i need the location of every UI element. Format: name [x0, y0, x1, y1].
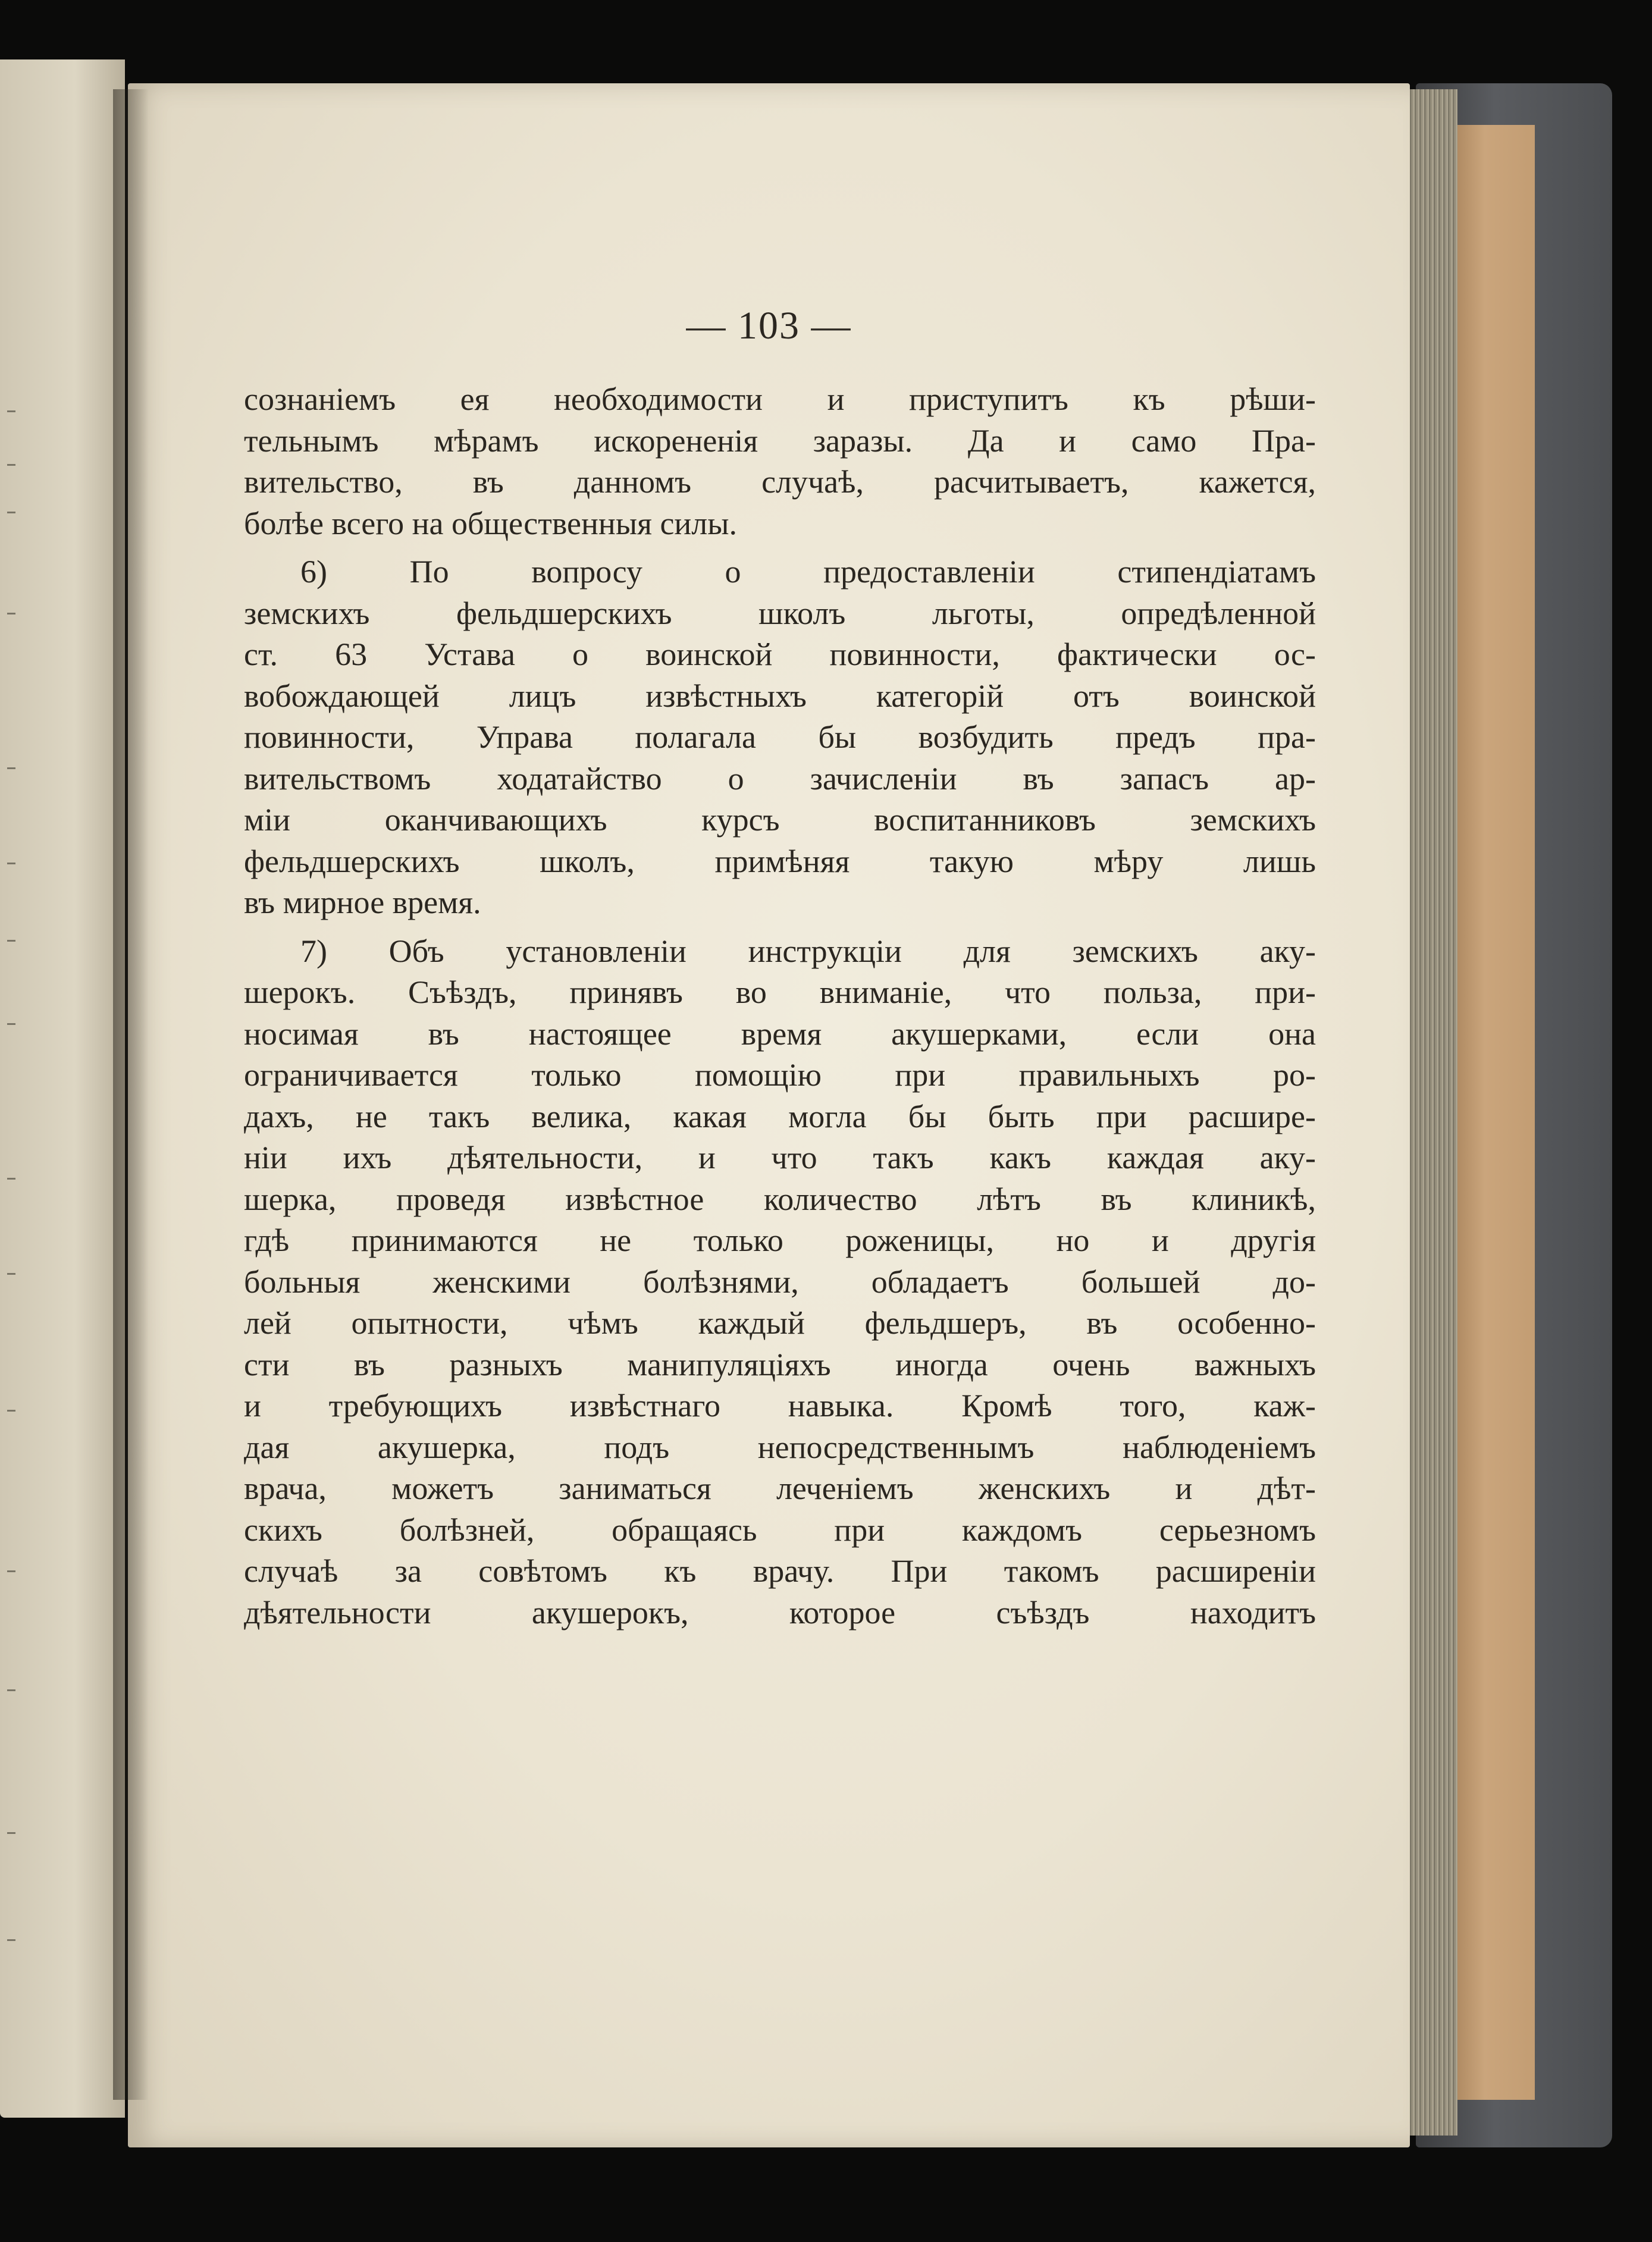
- text-line: ограничивается только помощію при правильныхъ ро-: [244, 1057, 1316, 1093]
- bleed-mark: [7, 1178, 15, 1180]
- text-line: болѣе всего на общественныя силы.: [244, 505, 738, 541]
- text-line: носимая въ настоящее время акушерками, если она: [244, 1015, 1316, 1052]
- text-line: фельдшерскихъ школъ, примѣняя такую мѣру лишь: [244, 843, 1316, 879]
- text-line: въ мирное время.: [244, 885, 481, 920]
- text-line: врача, можетъ заниматься леченіемъ женскихъ и дѣт-: [244, 1470, 1316, 1506]
- text-line: скихъ болѣзней, обращаясь при каждомъ серьезномъ: [244, 1512, 1316, 1548]
- text-line: случаѣ за совѣтомъ къ врачу. При такомъ расширеніи: [244, 1553, 1316, 1589]
- bleed-mark: [7, 410, 15, 412]
- text-line: лей опытности, чѣмъ каждый фельдшеръ, въ особенно-: [244, 1305, 1316, 1341]
- text-line: земскихъ фельдшерскихъ школъ льготы, опредѣленной: [244, 595, 1316, 631]
- text-line: и требующихъ извѣстнаго навыка. Кромѣ того, каж-: [244, 1388, 1316, 1423]
- paragraph-6-start: 6) По вопросу о предоставленіи стипендіатамъ: [300, 554, 1316, 589]
- bleed-mark: [7, 1832, 15, 1834]
- bleed-mark: [7, 863, 15, 864]
- text-line: шерокъ. Съѣздъ, принявъ во вниманіе, что польза, при-: [244, 974, 1316, 1010]
- text-line: вительство, въ данномъ случаѣ, расчитываетъ, кажется,: [244, 464, 1316, 500]
- bleed-mark: [7, 1273, 15, 1275]
- text-line: ніи ихъ дѣятельности, и что такъ какъ каждая аку-: [244, 1140, 1316, 1175]
- text-line: сознаніемъ ея необходимости и приступитъ къ рѣши-: [244, 381, 1316, 417]
- body-text: [244, 379, 1316, 1633]
- text-line: тельнымъ мѣрамъ искорененія заразы. Да и само Пра-: [244, 422, 1316, 459]
- text-line: дая акушерка, подъ непосредственнымъ наблюденіемъ: [244, 1429, 1316, 1465]
- bleed-mark: [7, 1023, 15, 1025]
- bleed-mark: [7, 512, 15, 513]
- text-line: вительствомъ ходатайство о зачисленіи въ запасъ ар-: [244, 760, 1316, 797]
- text-line: сти въ разныхъ манипуляціяхъ иногда очень важныхъ: [244, 1346, 1316, 1382]
- bleed-mark: [7, 1410, 15, 1412]
- text-line: больныя женскими болѣзнями, обладаетъ большей до-: [244, 1263, 1316, 1300]
- bleed-mark: [7, 767, 15, 769]
- bleed-mark: [7, 464, 15, 466]
- text-line: міи оканчивающихъ курсъ воспитанниковъ земскихъ: [244, 802, 1316, 838]
- text-line: ст. 63 Устава о воинской повинности, фактически ос-: [244, 636, 1316, 672]
- text-line: дѣятельности акушерокъ, которое съѣздъ находитъ: [244, 1594, 1316, 1630]
- bleed-mark: [7, 940, 15, 942]
- text-line: дахъ, не такъ велика, какая могла бы быть при расшире-: [244, 1098, 1316, 1134]
- previous-page-edge: [0, 59, 125, 2118]
- text-line: шерка, проведя извѣстное количество лѣтъ въ клиникѣ,: [244, 1181, 1316, 1217]
- text-line: повинности, Управа полагала бы возбудить предъ пра-: [244, 719, 1316, 755]
- bleed-mark: [7, 1939, 15, 1941]
- page-number: — 103 —: [686, 304, 852, 347]
- text-line: гдѣ принимаются не только роженицы, но и другія: [244, 1222, 1316, 1258]
- text-line: вобождающей лицъ извѣстныхъ категорій отъ воинской: [244, 678, 1316, 714]
- bleed-mark: [7, 1689, 15, 1691]
- bleed-mark: [7, 1570, 15, 1572]
- paragraph-7-start: 7) Объ установленіи инструкціи для земскихъ аку-: [300, 933, 1316, 969]
- endpaper: [1457, 125, 1535, 2100]
- book-page: [128, 83, 1410, 2147]
- page-gutter-shadow: [113, 89, 149, 2100]
- bleed-mark: [7, 613, 15, 614]
